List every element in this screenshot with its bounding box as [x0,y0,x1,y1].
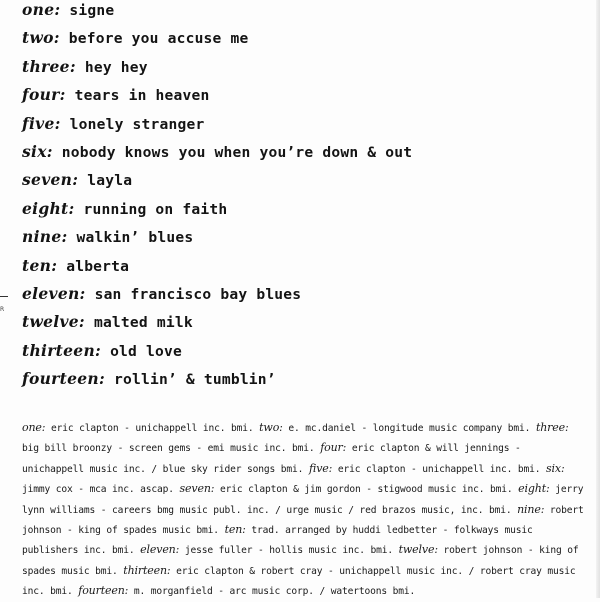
track-item [22,256,582,284]
credit-number: five: [308,461,333,475]
track-item [22,0,582,28]
credit-text: eric clapton & robert cray - unichappell music inc. / robert cray music inc. bmi. [22,565,576,598]
credit-text: m. morganfield - arc music corp. / watertoons bmi. [133,586,416,598]
track-number: seven: [22,170,79,190]
track-number: three: [22,56,76,76]
track-title: running on faith [83,200,228,218]
credit-number: eleven: [140,543,180,557]
credit-text: big bill broonzy - screen gems - emi music inc. bmi. [22,443,315,455]
track-item [22,114,582,142]
crop-mark [0,296,8,297]
track-number: nine: [22,227,68,247]
track-title: rollin’ & tumblin’ [114,371,276,389]
track-number: ten: [22,255,58,275]
track-number: eleven: [22,283,86,303]
track-item [22,142,582,170]
credit-text: eric clapton - unichappell inc. bmi. [337,463,541,475]
credit-number: twelve: [398,543,438,557]
track-number: four: [22,85,66,105]
credit-text: eric clapton & will jennings - unichappell music inc. / blue sky rider songs bmi. [22,443,521,475]
track-number: fourteen: [22,369,106,389]
track-title: hey hey [84,58,148,76]
credit-text: e. mc.daniel - longitude music company bmi. [288,423,531,434]
credit-text: trad. arranged by huddi ledbetter - folkways music publishers inc. bmi. [22,525,533,557]
credit-text: robert johnson - king of spades music bmi. [22,545,579,577]
track-number: two: [22,28,60,48]
track-title: tears in heaven [74,87,210,105]
track-title: signe [69,2,115,19]
credit-number: ten: [224,523,246,537]
credit-number: thirteen: [123,563,171,577]
credit-text: jerry lynn williams - careers bmg music publ. inc. / urge music / red brazos music, inc. bmi. [22,484,584,516]
track-number: thirteen: [22,340,102,360]
track-item [22,341,582,369]
credit-number: three: [535,421,569,434]
track-title: layla [87,172,133,190]
credit-number: seven: [179,482,215,496]
edge-letter: R [0,306,5,313]
track-number: five: [22,113,61,133]
track-list [22,0,582,397]
track-title: lonely stranger [69,115,205,133]
track-item [22,369,582,397]
track-item [22,85,582,113]
track-title: alberta [66,257,130,275]
track-item [22,227,582,255]
credit-number: one: [22,421,46,434]
track-item [22,312,582,340]
credit-number: two: [259,421,283,434]
track-number: eight: [22,198,75,218]
track-number: one: [22,0,61,19]
track-title: nobody knows you when you’re down & out [61,143,413,161]
track-item [22,28,582,56]
credit-text: jimmy cox - mca inc. ascap. [22,484,174,496]
track-title: old love [110,342,182,360]
credit-text: robert johnson - king of spades music bmi. [22,504,584,537]
credit-number: nine: [517,502,545,516]
track-title: malted milk [93,314,193,332]
credit-text: eric clapton & jim gordon - stigwood music inc. bmi. [219,484,513,496]
credit-text: eric clapton - unichappell inc. bmi. [50,423,254,434]
track-title: walkin’ blues [76,229,194,247]
track-item [22,284,582,312]
track-number: twelve: [22,312,85,332]
track-item [22,170,582,198]
track-number: six: [22,141,53,161]
credit-number: six: [546,461,565,475]
track-item [22,199,582,227]
credit-number: eight: [518,482,550,496]
track-title: san francisco bay blues [94,285,302,303]
credit-text: jesse fuller - hollis music inc. bmi. [184,545,393,557]
page-edge-shadow [596,0,600,598]
credit-number: fourteen: [78,584,129,598]
track-item [22,57,582,85]
track-title: before you accuse me [68,30,249,48]
publishing-credits [22,418,588,602]
credit-number: four: [320,441,347,455]
